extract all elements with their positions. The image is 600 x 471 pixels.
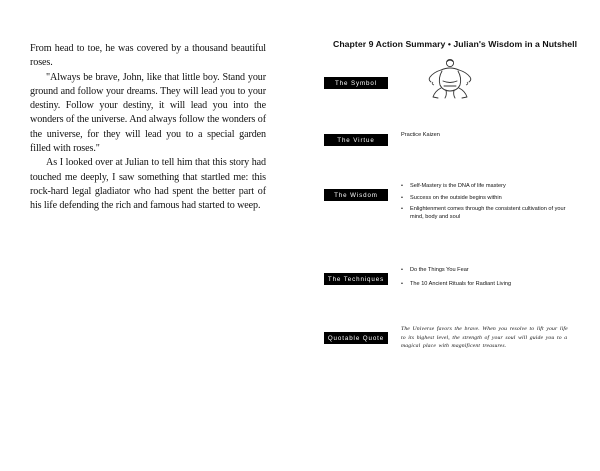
list-item: • Do the Things You Fear (401, 267, 469, 273)
summary-title: Chapter 9 Action Summary • Julian's Wisdom in a Nutshell (333, 39, 578, 49)
wisdom-label: The Wisdom (324, 189, 388, 201)
quote-text: The Universe favors the brave. When you resolve to lift your life to its highest level, the strength of your soul will guide you to a magical place with magnificent treasures. (401, 326, 568, 350)
list-item: • Enlightenment comes through the consistent cultivation of your mind, body and soul (401, 206, 566, 220)
quote-label: Quotable Quote (324, 332, 388, 344)
right-page (300, 0, 600, 471)
virtue-label: The Virtue (324, 134, 388, 146)
wisdom-list (401, 183, 576, 225)
symbol-label: The Symbol (324, 77, 388, 89)
techniques-list (401, 267, 576, 292)
paragraph-1: From head to toe, he was covered by a thousand beautiful roses. (30, 43, 266, 69)
list-item: • Self-Mastery is the DNA of life mastery (401, 183, 506, 189)
story-text (30, 42, 266, 214)
paragraph-2: "Always be brave, John, like that little boy. Stand your ground and follow your dreams. They will lead you to your destiny. Follow your destiny, it will lead you into the wonders of the universe. And always follow the wonders of the universe, for they will lead you to a special garden filled with roses." (30, 71, 266, 155)
techniques-label: The Techniques (324, 273, 388, 285)
list-item: • The 10 Ancient Rituals for Radiant Living (401, 280, 512, 287)
paragraph-3: As I looked over at Julian to tell him that this story had touched me deeply, I saw something that startled me: this rock-hard legal gladiator who had spent the better part of his life defending the rich and famous had started to weep. (30, 157, 266, 212)
list-item: • Success on the outside begins within (401, 194, 502, 201)
sumo-wrestler-icon (421, 55, 479, 101)
virtue-text: Practice Kaizen (401, 132, 440, 138)
